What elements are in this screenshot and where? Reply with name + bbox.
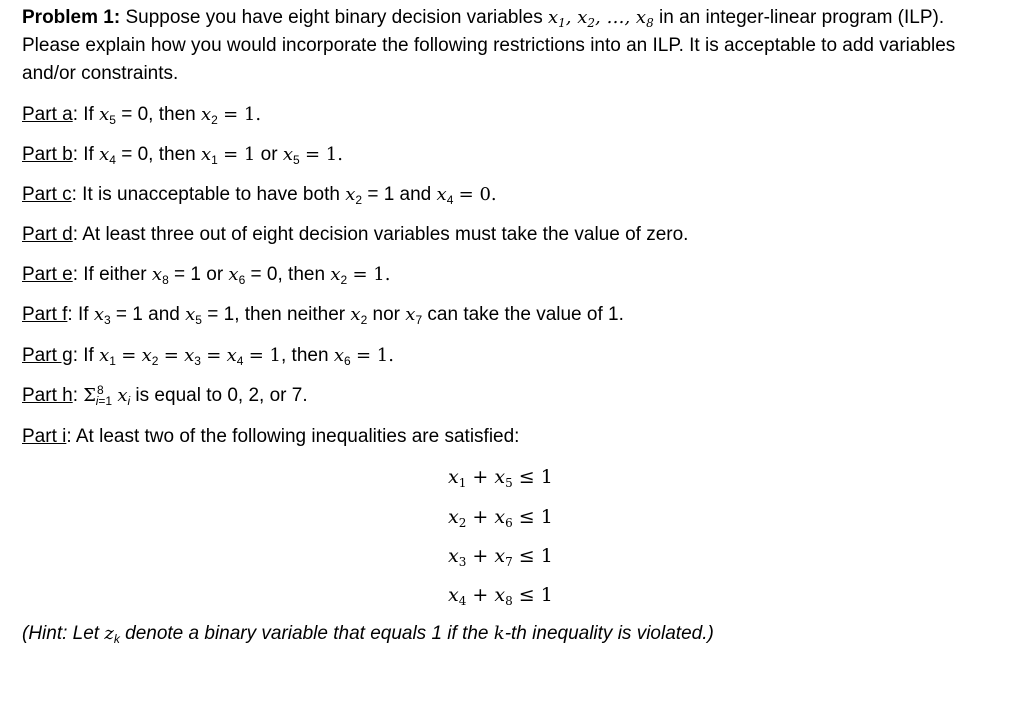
inequality-4: $x_4 + x_8 \le 1$ (448, 584, 553, 608)
part-a-label: Part a (22, 104, 73, 125)
part-h-label: Part h (22, 385, 73, 406)
part-g-label: Part g (22, 345, 73, 366)
part-h: Part h: $\Sigma^8_{i=1}$ $x_i$ is equal to 0, 2, or 7. (22, 383, 308, 408)
part-f-label: Part f (22, 304, 68, 325)
intro-text-2: in an integer-linear program (ILP). Please explain how you would incorporate the following restrictions into an ILP. It is acceptable to add variables and/or constraints. (22, 7, 956, 84)
intro-vars: $x_1$, $x_2$, …, $x_8$ (547, 7, 654, 30)
part-c: Part c: It is unacceptable to have both $x_2 = 1$ and $x_4 = 0$. (22, 184, 497, 207)
hint-text: (Hint: Let $z_k$ denote a binary variable that equals 1 if the k-th inequality is violated.) (22, 623, 714, 646)
inequality-2: $x_2 + x_6 \le 1$ (448, 506, 553, 530)
part-i-label: Part i (22, 426, 67, 447)
problem-intro (22, 4, 1007, 88)
problem-heading: Problem 1: (22, 7, 121, 28)
part-c-label: Part c (22, 184, 72, 205)
part-b: Part b: If $x_4 = 0$, then $x_1 = 1$ or $x_5 = 1$. (22, 144, 343, 167)
part-e: Part e: If either $x_8 = 1$ or $x_6 = 0$, then $x_2 = 1$. (22, 264, 391, 287)
intro-text-1: Suppose you have eight binary decision variables (125, 7, 543, 28)
inequality-1: $x_1 + x_5 \le 1$ (448, 466, 553, 490)
part-g: Part g: If $x_1 = x_2 = x_3 = x_4 = 1$, then $x_6 = 1$. (22, 345, 394, 368)
part-f: Part f: If $x_3 = 1$ and $x_5 = 1$, then neither $x_2$ nor $x_7$ can take the value of 1. (22, 304, 624, 327)
part-a: Part a: If $x_5 = 0$, then $x_2 = 1$. (22, 104, 262, 127)
part-e-label: Part e (22, 264, 73, 285)
part-i: Part i: At least two of the following inequalities are satisfied: (22, 426, 520, 447)
part-d: Part d: At least three out of eight decision variables must take the value of zero. (22, 224, 689, 245)
part-b-label: Part b (22, 144, 73, 165)
part-d-label: Part d (22, 224, 73, 245)
inequality-3: $x_3 + x_7 \le 1$ (448, 545, 553, 569)
